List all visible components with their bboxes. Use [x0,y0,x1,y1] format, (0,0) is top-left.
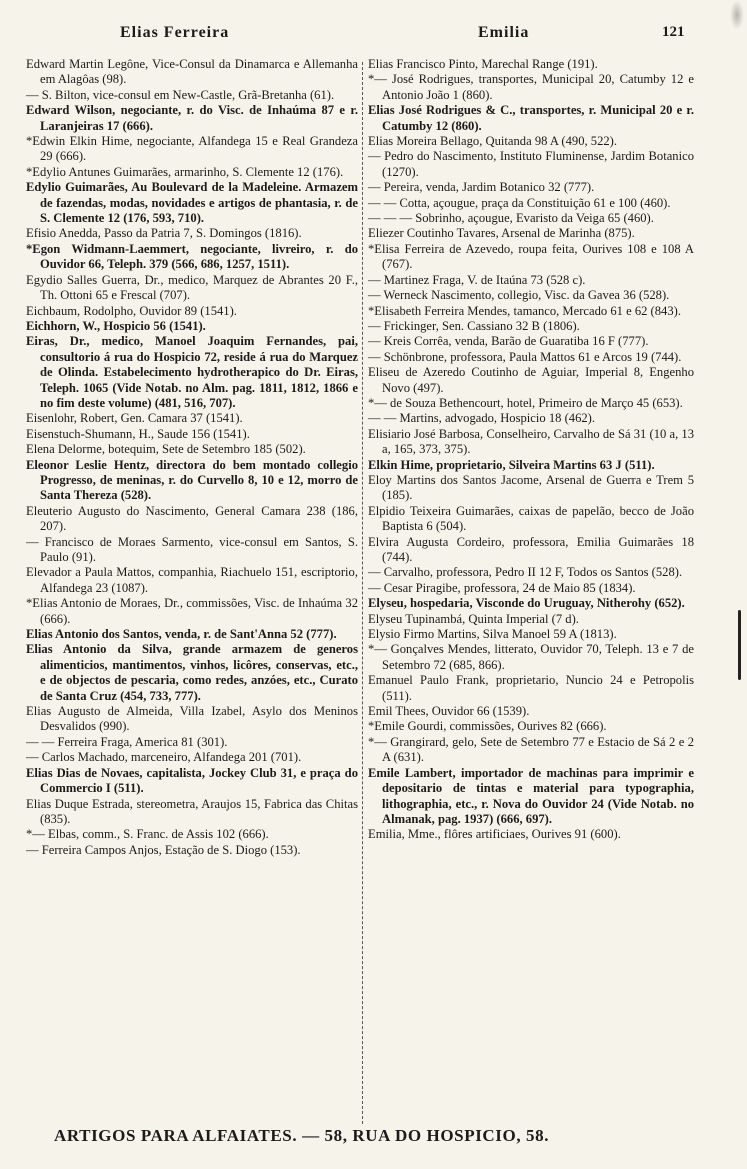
directory-entry: Elyseu, hospedaria, Visconde do Uruguay, Nitherohy (652). [368,596,685,611]
directory-entry: Emanuel Paulo Frank, proprietario, Nuncio 24 e Petropolis (511). [368,673,694,703]
directory-entry: — Kreis Corrêa, venda, Barão de Guaratiba 16 F (777). [368,334,649,349]
directory-entry: *Elisa Ferreira de Azevedo, roupa feita, Ourives 108 e 108 A (767). [368,241,694,272]
directory-entry: Emile Lambert, importador de machinas para imprimir e depositario de tintas e material para typographia, lithographia, etc., r. Nova do Ouvidor 24 (Vide Notab. no Almanak, pag. 1937) (666, 697). [368,765,694,826]
directory-entry: — Cesar Piragibe, professora, 24 de Maio 85 (1834). [368,580,636,595]
directory-entry: — — Ferreira Fraga, America 81 (301). [26,734,228,749]
directory-entry: Elevador a Paula Mattos, companhia, Riachuelo 151, escriptorio, Alfandega 23 (1087). [26,565,358,595]
directory-entry: *— José Rodrigues, transportes, Municipal 20, Catumby 12 e Antonio João 1 (860). [368,72,694,102]
directory-entry: Eliezer Coutinho Tavares, Arsenal de Marinha (875). [368,226,635,241]
directory-entry: Elysio Firmo Martins, Silva Manoel 59 A (1813). [368,627,617,642]
directory-entry: Eisenlohr, Robert, Gen. Camara 37 (1541). [26,411,243,426]
directory-entry: Eloy Martins dos Santos Jacome, Arsenal de Guerra e Trem 5 (185). [368,472,694,503]
directory-entry: *Egon Widmann-Laemmert, negociante, livreiro, r. do Ouvidor 66, Teleph. 379 (566, 686, 1257, 1511). [26,241,358,272]
directory-entry: — Werneck Nascimento, collegio, Visc. da Gavea 36 (528). [368,288,670,303]
directory-entry: — Pereira, venda, Jardim Botanico 32 (777). [368,180,595,195]
directory-entry: Edward Martin Legône, Vice-Consul da Dinamarca e Allemanha em Alagôas (98). [26,57,358,87]
directory-entry: — S. Bilton, vice-consul em New-Castle, Grã-Bretanha (61). [26,87,335,102]
directory-entry: Elena Delorme, botequim, Sete de Setembro 185 (502). [26,442,306,457]
directory-entry: Elias Antonio dos Santos, venda, r. de Sant'Anna 52 (777). [26,627,337,642]
directory-entry: *— Gonçalves Mendes, litterato, Ouvidor 70, Teleph. 13 e 7 de Setembro 72 (685, 866). [368,642,694,672]
directory-entry: — Francisco de Moraes Sarmento, vice-consul em Santos, S. Paulo (91). [26,534,358,564]
directory-entry: Elias Francisco Pinto, Marechal Range (191). [368,57,598,71]
directory-entry: — Frickinger, Sen. Cassiano 32 B (1806). [368,318,580,333]
running-head-left: Elias Ferreira [120,24,230,41]
ink-mark [738,610,741,680]
directory-entry: — Ferreira Campos Anjos, Estação de S. Diogo (153). [26,842,301,857]
directory-entry: — — — Sobrinho, açougue, Evaristo da Veiga 65 (460). [368,211,654,226]
directory-entry: *Elias Antonio de Moraes, Dr., commissões, Visc. de Inhaúma 32 (666). [26,596,358,626]
directory-entry: Elvira Augusta Cordeiro, professora, Emilia Guimarães 18 (744). [368,534,694,564]
directory-entry: Egydio Salles Guerra, Dr., medico, Marquez de Abrantes 20 F., Th. Ottoni 65 e Frescal (707). [26,272,358,303]
advertisement-footer: ARTIGOS PARA ALFAIATES. — 58, RUA DO HOSPICIO, 58. [54,1126,550,1145]
directory-entry: *— Elbas, comm., S. Franc. de Assis 102 (666). [26,827,269,842]
running-head-right: Emilia [478,24,530,41]
directory-entry: Eichbaum, Rodolpho, Ouvidor 89 (1541). [26,303,237,318]
directory-entry: *Emile Gourdi, commissões, Ourives 82 (666). [368,719,607,734]
directory-entry: Efisio Anedda, Passo da Patria 7, S. Domingos (1816). [26,226,302,241]
directory-entry: Emil Thees, Ouvidor 66 (1539). [368,704,530,719]
directory-entry: Elias Duque Estrada, stereometra, Araujos 15, Fabrica das Chitas (835). [26,796,358,826]
directory-entry: Elyseu Tupinambá, Quinta Imperial (7 d). [368,611,579,626]
column-divider [362,62,363,1124]
directory-entry: — Schönbrone, professora, Paula Mattos 61 e Arcos 19 (744). [368,349,682,364]
directory-entry: Emilia, Mme., flôres artificiaes, Ourives 91 (600). [368,827,621,842]
directory-entry: *Elisabeth Ferreira Mendes, tamanco, Mercado 61 e 62 (843). [368,303,681,318]
directory-entry: Elkin Hime, proprietario, Silveira Martins 63 J (511). [368,457,655,472]
directory-entry: Elisiario José Barbosa, Conselheiro, Carvalho de Sá 31 (10 a, 13 a, 165, 373, 375). [368,426,694,457]
directory-entry: Eisenstuch-Shumann, H., Saude 156 (1541). [26,426,250,441]
page-number: 121 [662,24,685,40]
directory-entry: — — Cotta, açougue, praça da Constituição 61 e 100 (460). [368,195,671,210]
directory-entry: — Carvalho, professora, Pedro II 12 F, Todos os Santos (528). [368,565,683,580]
directory-entry: Elias Moreira Bellago, Quitanda 98 A (490, 522). [368,134,618,149]
directory-entry: Eiras, Dr., medico, Manoel Joaquim Fernandes, pai, consultorio á rua do Hospicio 72, reside á rua do Marquez de Olinda. Estabelecimento hydrotherapico do Dr. Eiras, Teleph. 1065 (Vide Notab. no Alm. pag. 1811, 1812, 1866 e no fim deste volume) (481, 516, 707). [26,334,358,410]
left-column [26,57,358,858]
directory-entry: Eleuterio Augusto do Nascimento, General Camara 238 (186, 207). [26,503,358,534]
directory-entry: Elias Dias de Novaes, capitalista, Jockey Club 31, e praça do Commercio I (511). [26,765,358,796]
directory-entry: Eichhorn, W., Hospicio 56 (1541). [26,318,206,333]
directory-entry: Elias Augusto de Almeida, Villa Izabel, Asylo dos Meninos Desvalidos (990). [26,704,358,734]
page-stain [730,0,744,30]
directory-entry: Eleonor Leslie Hentz, directora do bem montado collegio Progresso, de meninas, r. do Curvello 8, 10 e 12, morro de Santa Thereza (528). [26,457,358,503]
directory-entry: Eliseu de Azeredo Coutinho de Aguiar, Imperial 8, Engenho Novo (497). [368,365,694,395]
directory-entry: *— Grangirard, gelo, Sete de Setembro 77 e Estacio de Sá 2 e 2 A (631). [368,734,694,765]
directory-entry: *Edylio Antunes Guimarães, armarinho, S. Clemente 12 (176). [26,164,344,179]
directory-entry: *— de Souza Bethencourt, hotel, Primeiro de Março 45 (653). [368,395,683,410]
directory-entry: Elpidio Teixeira Guimarães, caixas de papelão, becco de João Baptista 6 (504). [368,503,694,534]
directory-entry: Elias José Rodrigues & C., transportes, r. Municipal 20 e r. Catumby 12 (860). [368,103,694,133]
directory-entry: Edylio Guimarães, Au Boulevard de la Madeleine. Armazem de fazendas, modas, novidades e artigos de phantasia, r. de S. Clemente 12 (176, 593, 710). [26,180,358,226]
page-header [0,18,747,48]
directory-entry: — — Martins, advogado, Hospicio 18 (462). [368,411,596,426]
directory-entry: Edward Wilson, negociante, r. do Visc. de Inhaúma 87 e r. Laranjeiras 17 (666). [26,103,358,133]
directory-entry: — Carlos Machado, marceneiro, Alfandega 201 (701). [26,750,302,765]
right-column [368,57,694,843]
directory-entry: — Martinez Fraga, V. de Itaúna 73 (528 c). [368,272,586,287]
directory-entry: — Pedro do Nascimento, Instituto Fluminense, Jardim Botanico (1270). [368,149,694,179]
directory-entry: Elias Antonio da Silva, grande armazem de generos alimenticios, mantimentos, vinhos, licôres, conservas, etc., e de objectos de pescaria, como redes, anzóes, etc., Curato de Santa Cruz (454, 733, 777). [26,642,358,703]
directory-entry: *Edwin Elkin Hime, negociante, Alfandega 15 e Real Grandeza 29 (666). [26,134,358,164]
